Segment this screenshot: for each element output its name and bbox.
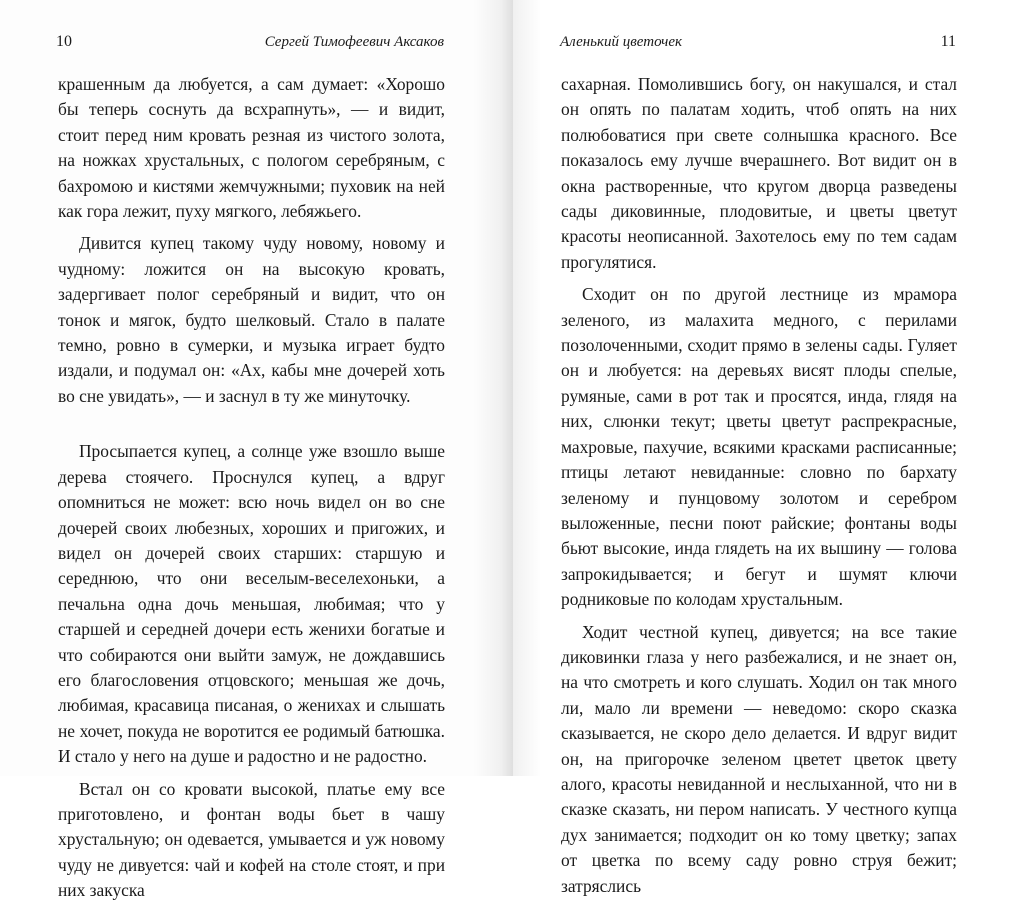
right-text-block — [561, 72, 957, 899]
left-paragraph-3: Просыпается купец, а солнце уже взошло выше дерева стоячего. Проснулся купец, а вдруг опомниться не может: всю ночь видел он во сне дочерей своих любезных, хороших и пригожих, и видел он дочерей своих старших: старшую и середнюю, что они веселым-веселехоньки, а печальна одна дочь меньшая, любимая; что у старшей и середней дочери есть женихи богатые и что собираются они выйти замуж, не дождавшись его благословения отцовского; меньшая же дочь, любимая, красавица писаная, о женихах и слышать не хочет, покуда не воротится ее родимый батюшка. И стало у него на душе и радостно и не радостно. — [58, 441, 445, 767]
right-running-head-title: Аленький цветочек — [560, 34, 683, 50]
left-running-head-title: Сергей Тимофеевич Аксаков — [264, 34, 444, 50]
right-paragraph-3: Ходит честной купец, дивуется; на все такие диковинки глаза у него разбежалися, и не знает он, на что смотреть и кого слушать. Ходил он так много ли, мало ли времени — неведомо: скоро сказка сказывается, не скоро дело делается. И вдруг видит он, на пригорочке зеленом цветет цветок цвету алого, красоты невиданной и неслыханной, что ни в сказке сказать, ни пером написать. У честного купца дух занимается; подходит он ко тому цветку; запах от цветка по всему саду ровно струя бежит; затряслись — [561, 621, 957, 896]
left-paragraph-1: крашенным да любуется, а сам думает: «Хорошо бы теперь соснуть да всхрапнуть», — и видит, стоит перед ним кровать резная из чистого золота, на ножках хрустальных, с пологом серебряным, с бахромою и кистями жемчужными; пуховик на ней как гора лежит, пуху мягкого, лебяжьего. — [58, 74, 445, 222]
left-paragraph-2: Дивится купец такому чуду новому, новому и чудному: ложится он на высокую кровать, задергивает полог серебряный и видит, что он тонок и мягок, будто шелковый. Стало в палате темно, ровно в сумерки, и музыка играет будто издали, и подумал он: «Ах, кабы мне дочерей хоть во сне увидать», — и заснул в ту же минуточку. — [58, 233, 445, 406]
right-page — [513, 0, 1026, 896]
right-paragraph-1: сахарная. Помолившись богу, он накушался, и стал он опять по палатам ходить, чтоб опять на них полюбоватися при свете солнышка красного. Все показалось ему лучше вчерашнего. Вот видит он в окна растворенные, что кругом дворца разведены сады диковинные, плодовитые, и цветы цветут красоты неописанной. Захотелось ему по тем садам прогулятися. — [561, 74, 957, 272]
right-gutter-shadow — [513, 0, 541, 776]
left-running-head — [56, 31, 444, 53]
right-running-head — [560, 31, 956, 53]
left-text-block — [58, 72, 445, 904]
left-page-number: 10 — [56, 33, 72, 50]
left-gutter-shadow — [473, 0, 513, 776]
right-page-number: 11 — [940, 33, 956, 50]
left-paragraph-4: Встал он со кровати высокой, платье ему все приготовлено, и фонтан воды бьет в чашу хрустальную; он одевается, умывается и уж новому чуду не дивуется: чай и кофей на столе стоят, и при них закуска — [58, 778, 445, 901]
right-paragraph-2: Сходит он по другой лестнице из мрамора зеленого, из малахита медного, с перилами позолоченными, сходит прямо в зелены сады. Гуляет он и любуется: на деревьях висят плоды спелые, румяные, сами в рот так и просятся, инда, глядя на них, слюнки текут; цветы цветут распрекрасные, махровые, пахучие, всякими красками расписанные; птицы летают невиданные: словно по бархату зеленому и пунцовому золотом и серебром выложенные, песни поют райские; фонтаны воды бьют высокие, инда глядеть на их вышину — голова запрокидывается; и бегут и шумят ключи родниковые по колодам хрустальным. — [561, 284, 957, 610]
left-page — [0, 0, 513, 901]
